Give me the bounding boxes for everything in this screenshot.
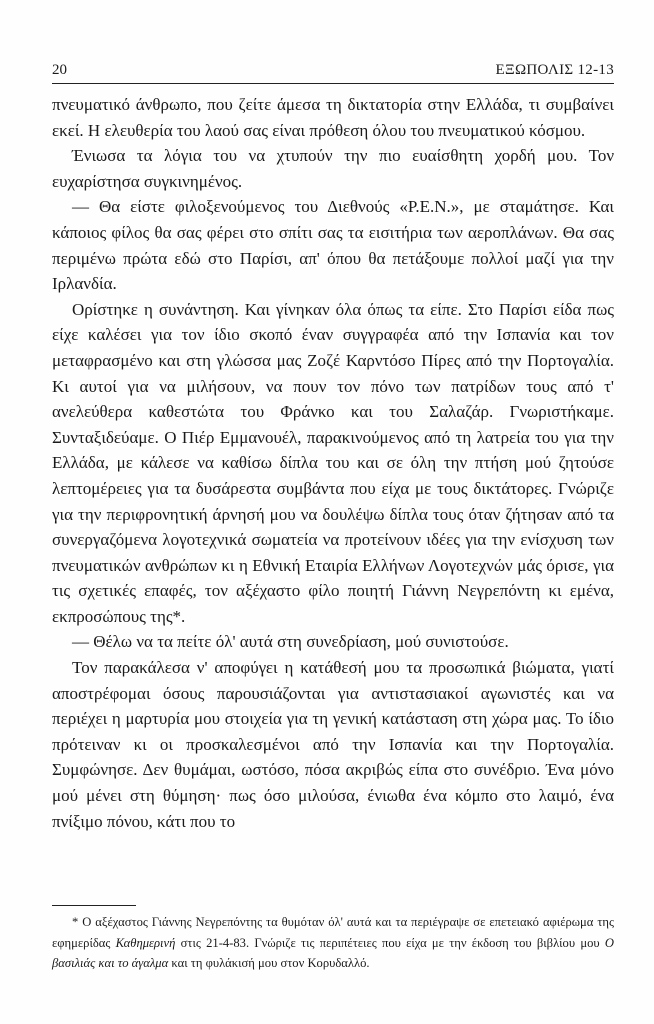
page-header <box>52 62 614 84</box>
page-number: 20 <box>52 62 67 78</box>
paragraph-4: Ορίστηκε η συνάντηση. Και γίνηκαν όλα όπως τα είπε. Στο Παρίσι είδα πως είχε καλέσει για τον ίδιο σκοπό έναν συγγραφέα από την Ισπανία και τον μεταφρασμένο και στη γλώσσα μας Ζοζέ Καρντόσο Πίρες από την Πορτογαλία. Κι αυτοί για να μιλήσουν, να πουν τον πόνο των πατρίδων τους από τ' ανελεύθερα καθεστώτα του Φράνκο και του Σαλαζάρ. Γνωριστήκαμε. Συνταξιδεύαμε. Ο Πιέρ Εμμανουέλ, παρακινούμενος από τη λατρεία του για την Ελλάδα, με κάλεσε να καθίσω δίπλα του και σε όλη την πτήση μού ζητούσε λεπτομέρειες για τα δυσάρεστα συμβάντα που είχα με τους δικτάτορες. Γνώριζε για την περιφρονητική άρνησή μου να δουλέψω δίπλα τους όταν ζήτησαν από τα συνεργαζόμενα λογοτεχνικά σωματεία να προτείνουν ιδέες για την ενίσχυση των πνευματικών ανθρώπων κι η Εθνική Εταιρία Ελλήνων Λογοτεχνών μάς όρισε, για τις σχετικές επαφές, τον αξέχαστο φίλο ποιητή Γιάννη Νεγρεπόντη κι εμένα, εκπροσώπους της*. <box>52 299 614 626</box>
paragraph-2: Ένιωσα τα λόγια του να χτυπούν την πιο ευαίσθητη χορδή μου. Τον ευχαρίστησα συγκινημένος. <box>52 146 614 191</box>
footnote-newspaper-title: Καθημερινή <box>115 935 176 950</box>
paragraph-3: — Θα είστε φιλοξενούμενος του Διεθνούς «P.E.N.», με σταμάτησε. Και κάποιος φίλος θα σας φέρει στο σπίτι σας τα εισιτήρια των αεροπλάνων. Θα σας περιμένω πρώτα εδώ στο Παρίσι, απ' όπου θα πετάξουμε πολλοί μαζί για την Ιρλανδία. <box>52 197 614 294</box>
header-rule <box>52 83 614 84</box>
body-text <box>52 92 614 834</box>
footnote-paragraph <box>52 912 614 974</box>
running-title: ΕΞΩΠΟΛΙΣ 12-13 <box>495 62 614 78</box>
paragraph-5: — Θέλω να τα πείτε όλ' αυτά στη συνεδρίαση, μού συνιστούσε. <box>72 632 509 652</box>
paragraph-1: πνευματικό άνθρωπο, που ζείτε άμεσα τη δικτατορία στην Ελλάδα, τι συμβαίνει εκεί. Η ελευθερία του λαού σας είναι πρόθεση όλου του πνευματικού κόσμου. <box>52 95 614 140</box>
footnote-book-title: Ο βασιλιάς και το άγαλμα <box>52 935 614 971</box>
footnote <box>52 912 614 974</box>
footnote-rule <box>52 905 136 906</box>
footnote-text-1: * Ο αξέχαστος Γιάννης Νεγρεπόντης τα θυμόταν όλ' αυτά και τα περιέγραψε σε επετειακό αφιέρωμα της εφημερίδας <box>52 915 614 950</box>
paragraph-6: Τον παρακάλεσα ν' αποφύγει η κατάθεσή μου τα προσωπικά βιώματα, γιατί αποστρέφομαι όσους παρουσιάζονται για αντιστασιακοί αγωνιστές και να περιέχει η μαρτυρία μου στοιχεία για τη γενική κατάσταση στη χώρα μας. Το ίδιο πρότειναν κι οι προσκαλεσμένοι από την Ισπανία και την Πορτογαλία. Συμφώνησε. Δεν θυμάμαι, ωστόσο, πόσα ακριβώς είπα στο συνέδριο. Ένα μόνο μού μένει στη θύμηση· πως όσο μιλούσα, ένιωθα ένα κόμπο στο λαιμό, ένα πνίξιμο πόνου, κάτι που το <box>52 658 614 831</box>
footnote-text-3: και τη φυλάκισή μου στον Κορυδαλλό. <box>168 956 370 971</box>
footnote-text-2: στις 21-4-83. Γνώριζε τις περιπέτειες που είχα με την έκδοση του βιβλίου μου <box>175 935 605 950</box>
